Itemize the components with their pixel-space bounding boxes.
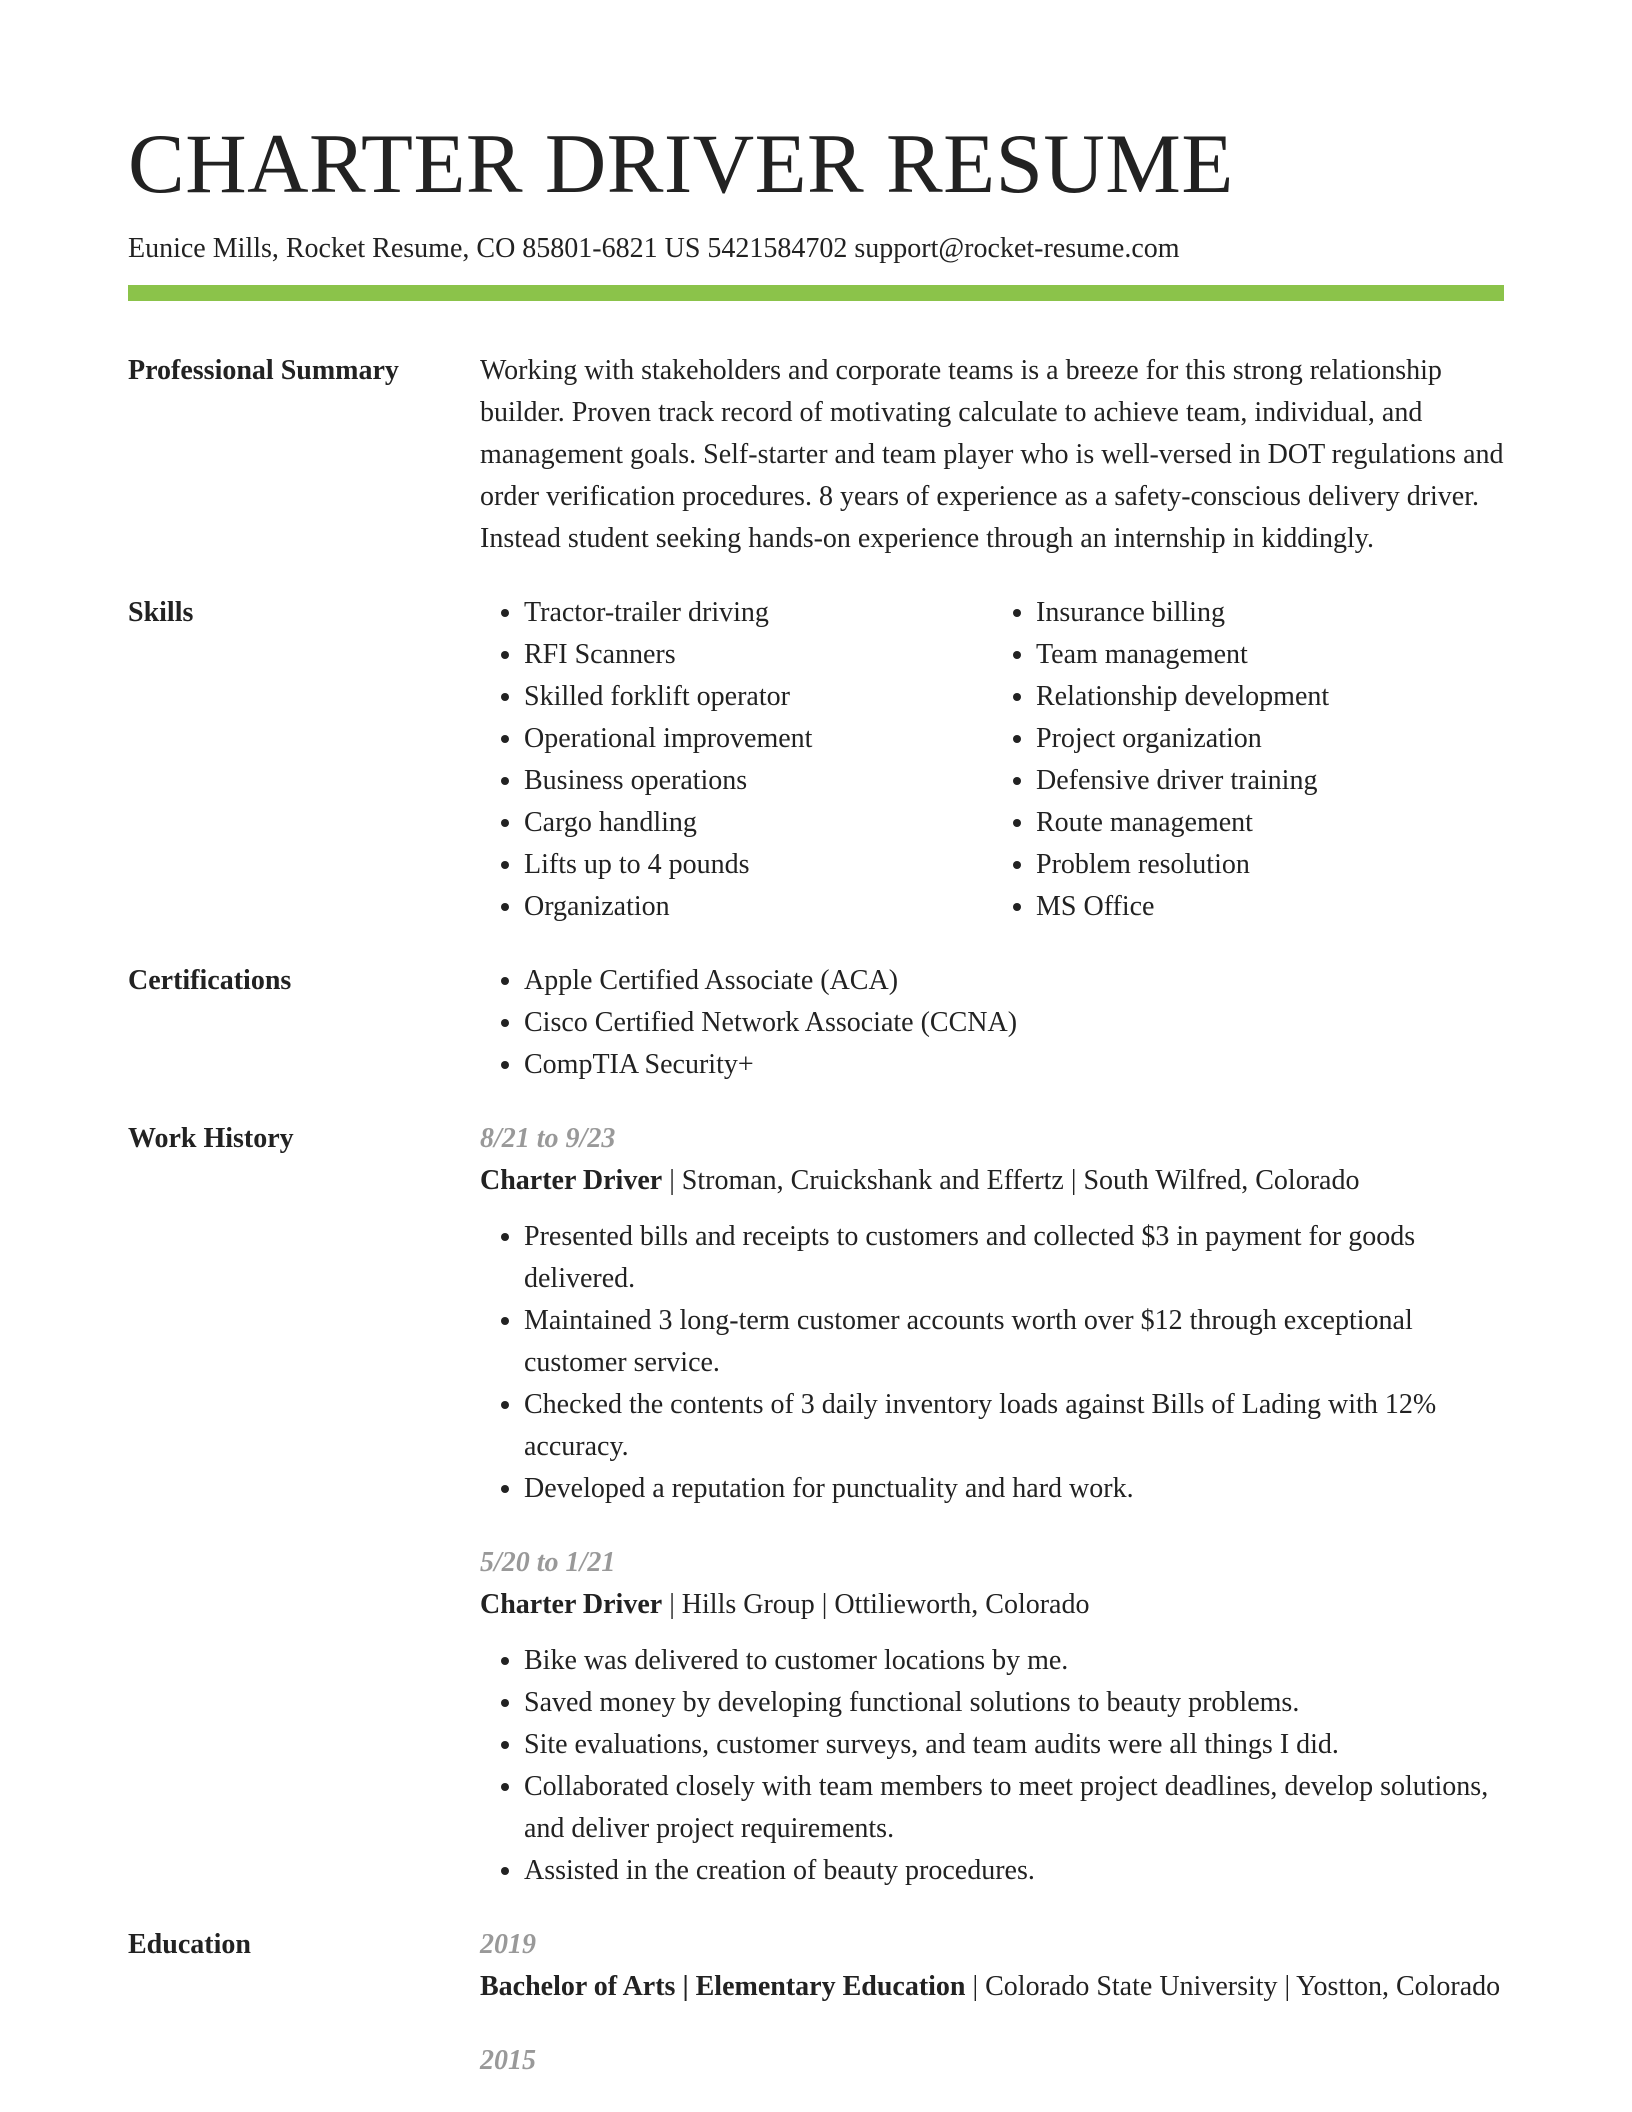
job-role-line: [480, 1160, 1504, 1202]
skill-item: • Organization: [524, 886, 992, 928]
job-title: Charter Driver: [480, 1165, 663, 1196]
job-entry: [480, 1118, 1504, 1510]
education-details: | Colorado State University | Yostton, Colorado: [965, 1971, 1501, 2002]
skill-item: • Project organization: [1036, 718, 1504, 760]
skill-item: • Defensive driver training: [1036, 760, 1504, 802]
skill-item: • RFI Scanners: [524, 634, 992, 676]
skill-item: • Lifts up to 4 pounds: [524, 844, 992, 886]
job-bullet: • Saved money by developing functional solutions to beauty problems.: [524, 1682, 1504, 1724]
education-entry: [480, 1924, 1504, 2008]
job-bullet: • Maintained 3 long-term customer accounts worth over $12 through exceptional customer service.: [524, 1300, 1504, 1384]
resume-content: [128, 350, 1504, 2082]
skills-list-right: [992, 592, 1504, 928]
skill-item: • Tractor-trailer driving: [524, 592, 992, 634]
skill-item: • Problem resolution: [1036, 844, 1504, 886]
job-role-line: [480, 1584, 1504, 1626]
skill-item: • Insurance billing: [1036, 592, 1504, 634]
contact-line: Eunice Mills, Rocket Resume, CO 85801-6821 US 5421584702 support@rocket-resume.com: [128, 233, 1180, 264]
resume-title: CHARTER DRIVER RESUME: [128, 117, 1234, 211]
skill-item: • Business operations: [524, 760, 992, 802]
job-bullet: • Checked the contents of 3 daily inventory loads against Bills of Lading with 12% accuracy.: [524, 1384, 1504, 1468]
education-entry: [480, 2040, 1504, 2082]
skill-item: • Relationship development: [1036, 676, 1504, 718]
education-year: 2019: [480, 1929, 536, 1960]
skills-section: [128, 592, 1504, 928]
certifications-list: [480, 960, 1504, 1086]
certification-item: • CompTIA Security+: [524, 1044, 1504, 1086]
skill-item: • Operational improvement: [524, 718, 992, 760]
job-title: Charter Driver: [480, 1589, 663, 1620]
education-year: 2015: [480, 2045, 536, 2076]
job-bullet: • Collaborated closely with team members to meet project deadlines, develop solutions, and deliver project requirements.: [524, 1766, 1504, 1850]
certifications-section: [128, 960, 1504, 1086]
summary-text: Working with stakeholders and corporate teams is a breeze for this strong relationship builder. Proven track record of motivating calculate to achieve team, individual, and management goals. Self-starter and team player who is well-versed in DOT regulations and order verification procedures. 8 years of experience as a safety-conscious delivery driver. Instead student seeking hands-on experience through an internship in kiddingly.: [480, 355, 1504, 554]
education-section: [128, 1924, 1504, 2082]
job-bullets: [480, 1640, 1504, 1892]
work-history-section: [128, 1118, 1504, 1892]
skill-item: • Route management: [1036, 802, 1504, 844]
job-bullet: • Developed a reputation for punctuality and hard work.: [524, 1468, 1504, 1510]
header-divider: [128, 285, 1504, 301]
certification-item: • Cisco Certified Network Associate (CCNA): [524, 1002, 1504, 1044]
skill-item: • MS Office: [1036, 886, 1504, 928]
job-bullet: • Bike was delivered to customer locations by me.: [524, 1640, 1504, 1682]
summary-section: [128, 350, 1504, 560]
skill-item: • Team management: [1036, 634, 1504, 676]
skills-label: Skills: [128, 597, 194, 628]
work-history-label: Work History: [128, 1123, 294, 1154]
job-bullet: • Site evaluations, customer surveys, and team audits were all things I did.: [524, 1724, 1504, 1766]
job-bullet: • Assisted in the creation of beauty procedures.: [524, 1850, 1504, 1892]
job-bullets: [480, 1216, 1504, 1510]
education-degree: Bachelor of Arts | Elementary Education: [480, 1971, 966, 2002]
education-label: Education: [128, 1929, 251, 1960]
skill-item: • Cargo handling: [524, 802, 992, 844]
job-entry: [480, 1542, 1504, 1892]
job-details: | Stroman, Cruickshank and Effertz | South Wilfred, Colorado: [662, 1165, 1360, 1196]
job-bullet: • Presented bills and receipts to customers and collected $3 in payment for goods delivered.: [524, 1216, 1504, 1300]
summary-label: Professional Summary: [128, 355, 399, 386]
education-line: [480, 1966, 1504, 2008]
skill-item: • Skilled forklift operator: [524, 676, 992, 718]
certifications-label: Certifications: [128, 965, 292, 996]
job-details: | Hills Group | Ottilieworth, Colorado: [662, 1589, 1090, 1620]
job-dates: 5/20 to 1/21: [480, 1547, 616, 1578]
skills-list-left: [480, 592, 992, 928]
job-dates: 8/21 to 9/23: [480, 1123, 616, 1154]
certification-item: • Apple Certified Associate (ACA): [524, 960, 1504, 1002]
